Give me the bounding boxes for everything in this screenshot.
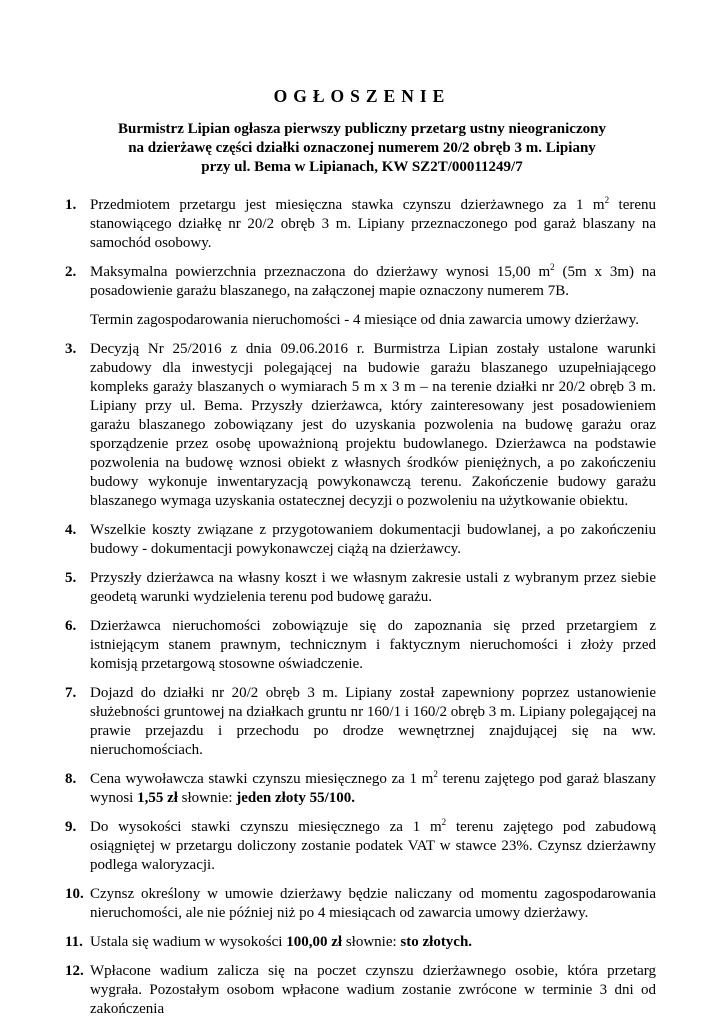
price-amount: 1,55 zł (137, 790, 178, 806)
list-item (65, 569, 656, 607)
list-item (65, 933, 656, 952)
list-item (65, 340, 656, 511)
item-number: 4. (65, 522, 77, 538)
list-item (65, 770, 656, 808)
subtitle-line: Burmistrz Lipian ogłasza pierwszy publiczny przetarg ustny nieograniczony (118, 121, 606, 137)
item-text: Cena wywoławcza stawki czynszu miesięcznego za 1 m (90, 771, 434, 787)
list-item (65, 263, 656, 330)
item-text: Dojazd do działki nr 20/2 obręb 3 m. Lipiany został zapewniony poprzez ustanowienie służebności gruntowej na działkach gruntu nr 160/1 i 160/2 obręb 3 m. Lipiany polegającej na prawie przejazdu i przechodu po drodze wewnętrznej znajdującej się na ww. nieruchomościach. (90, 685, 656, 758)
item-number: 8. (65, 771, 77, 787)
item-text: Ustala się wadium w wysokości (90, 934, 287, 950)
item-text: słownie: (342, 934, 401, 950)
item-number: 7. (65, 685, 77, 701)
item-text: słownie: (177, 790, 237, 806)
item-text: Dzierżawca nieruchomości zobowiązuje się do zapoznania się przed przetargiem z istniejącym stanem prawnym, technicznym i faktycznym nieruchomości i złoży przed komisją przetargową stosowne oświadczenie. (90, 618, 656, 672)
item-text: terenu zajętego pod zabudową osiągniętej w przetargu doliczony zostanie podatek VAT w stawce 23%. Czynsz dzierżawny podlega waloryzacji. (90, 819, 657, 873)
item-text: terenu stanowiącego działkę nr 20/2 obręb 3 m. Lipiany przeznaczonego pod garaż blaszany na samochód osobowy. (90, 197, 657, 251)
announcement-subtitle (0, 120, 724, 177)
item-number: 5. (65, 570, 77, 586)
list-item (65, 962, 656, 1019)
list-item (65, 684, 656, 760)
superscript: 2 (441, 817, 447, 827)
deposit-amount: 100,00 zł (286, 934, 343, 950)
superscript: 2 (433, 769, 438, 779)
item-number: 11. (65, 934, 83, 950)
superscript: 2 (604, 195, 610, 205)
item-number: 2. (65, 264, 77, 280)
list-item (65, 521, 656, 559)
item-number: 9. (65, 819, 77, 835)
list-item (65, 818, 656, 875)
list-item (65, 885, 656, 923)
item-text: Decyzją Nr 25/2016 z dnia 09.06.2016 r. Burmistrza Lipian zostały ustalone warunki zabudowy dla inwestycji polegającej na budowie garażu blaszanego uzupełniającego kompleks garaży blaszanych o wymiarach 5 m x 3 m – na terenie działki nr 20/2 obręb 3 m. Lipiany przy ul. Bema. Przyszły dzierżawca, który zainteresowany jest posadowieniem garażu blaszanego zobowiązany jest do uzyskania pozwolenia na budowę garażu oraz sporządzenie przez osobę upoważnioną projektu budowlanego. Dzierżawca na podstawie pozwolenia na budowę wznosi obiekt z własnych środków pieniężnych, a po zakończeniu budowy wykonuje inwentaryzacją powykonawczą terenu. Zakończenie budowy garażu blaszanego wymaga uzyskania ostatecznej decyzji o pozwoleniu na użytkowanie obiektu. (90, 341, 656, 509)
subtitle-line: na dzierżawę części działki oznaczonej numerem 20/2 obręb 3 m. Lipiany (128, 140, 596, 156)
item-text: Maksymalna powierzchnia przeznaczona do dzierżawy wynosi 15,00 m (90, 264, 551, 280)
item-text: Wpłacone wadium zalicza się na poczet czynszu dzierżawnego osobie, która przetarg wygrała. Pozostałym osobom wpłacone wadium zostanie zwrócone w terminie 3 dni od zakończenia (90, 963, 656, 1017)
item-number: 12. (65, 963, 84, 979)
list-item (65, 617, 656, 674)
item-number: 1. (65, 197, 77, 213)
subtitle-line: przy ul. Bema w Lipianach, KW SZ2T/00011249/7 (201, 159, 523, 175)
item-text: Wszelkie koszty związane z przygotowaniem dokumentacji budowlanej, a po zakończeniu budowy - dokumentacji powykonawczej ciążą na dzierżawcy. (90, 522, 656, 557)
page-title: OGŁOSZENIE (273, 86, 451, 106)
deposit-in-words: sto złotych. (400, 934, 473, 950)
item-text: Przyszły dzierżawca na własny koszt i we własnym zakresie ustali z wybranym przez siebie geodetą warunki wydzielenia terenu pod budowę garażu. (90, 570, 656, 605)
item-number: 10. (65, 886, 84, 902)
conditions-list (65, 196, 656, 1019)
price-in-words: jeden złoty 55/100. (236, 790, 355, 806)
item-text: Do wysokości stawki czynszu miesięcznego za 1 m (90, 819, 442, 835)
superscript: 2 (550, 262, 555, 272)
item-text: Czynsz określony w umowie dzierżawy będzie naliczany od momentu zagospodarowania nieruchomości, ale nie później niż po 4 miesiącach od zawarcia umowy dzierżawy. (90, 886, 656, 921)
item-text: Przedmiotem przetargu jest miesięczna stawka czynszu dzierżawnego za 1 m (90, 197, 605, 213)
list-item (65, 196, 656, 253)
item-text: (5m x 3m) na posadowienie garażu blaszanego, na załączonej mapie oznaczony numerem 7B. (90, 264, 657, 299)
item-number: 6. (65, 618, 77, 634)
item-number: 3. (65, 341, 77, 357)
item-extra-paragraph: Termin zagospodarowania nieruchomości - 4 miesiące od dnia zawarcia umowy dzierżawy. (90, 312, 640, 328)
item-text: terenu zajętego pod garaż blaszany wynosi (90, 771, 657, 806)
